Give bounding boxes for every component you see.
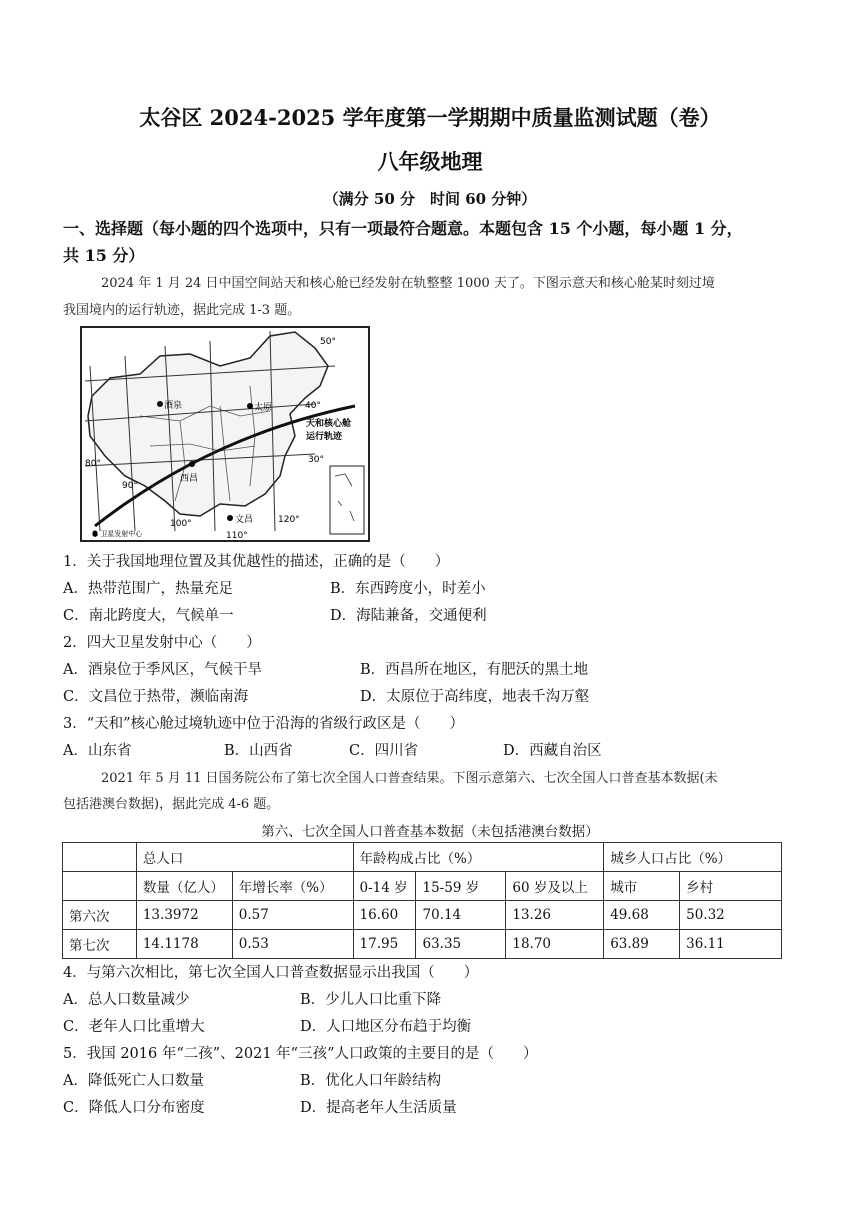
center-taiyuan-dot: [247, 403, 253, 409]
center-jiuquan-label: 酒泉: [164, 401, 183, 411]
q5-stem: 5．我国 2016 年“二孩”、2021 年“三孩”人口政策的主要目的是（ ）: [63, 1046, 538, 1062]
table-caption: 第六、七次全国人口普查基本数据（未包括港澳台数据）: [261, 824, 599, 840]
q1-stem: 1．关于我国地理位置及其优越性的描述，正确的是（ ）: [63, 554, 450, 570]
q4-option-a[interactable]: A．总人口数量减少: [63, 992, 190, 1008]
map-label-110: 110°: [226, 531, 248, 541]
table-header-row-2: [63, 872, 782, 901]
subheader-age-15-59: 15-59 岁: [416, 872, 506, 901]
table-cell: 63.89: [604, 930, 680, 959]
orbit-label-1: 天和核心舱: [306, 419, 352, 429]
subheader-urban: 城市: [604, 872, 680, 901]
q2-option-b[interactable]: B．西昌所在地区，有肥沃的黑土地: [360, 662, 589, 678]
table-cell: 第六次: [63, 901, 137, 930]
table-cell: 17.95: [353, 930, 416, 959]
center-wenchang-dot: [227, 515, 233, 521]
exam-title: 太谷区 2024-2025 学年度第一学期期中质量监测试题（卷）: [139, 105, 721, 130]
map-label-120: 120°: [278, 515, 300, 525]
exam-subject: 八年级地理: [377, 149, 483, 174]
census-table: [62, 842, 782, 959]
subheader-quantity: 数量（亿人）: [136, 872, 232, 901]
q4-option-c[interactable]: C．老年人口比重增大: [63, 1019, 205, 1035]
table-cell: 16.60: [353, 901, 416, 930]
map-label-90: 90°: [122, 481, 138, 491]
q3-option-c[interactable]: C．四川省: [349, 743, 419, 759]
q4-option-b[interactable]: B．少儿人口比重下降: [300, 992, 442, 1008]
table-cell: 49.68: [604, 901, 680, 930]
q1-option-a[interactable]: A．热带范围广，热量充足: [63, 581, 233, 597]
table-cell: 13.3972: [136, 901, 232, 930]
map-legend: ● 卫星发射中心: [92, 530, 143, 538]
q2-option-c[interactable]: C．文昌位于热带，濒临南海: [63, 689, 249, 705]
table-cell: 第七次: [63, 930, 137, 959]
center-jiuquan-dot: [157, 401, 163, 407]
q1-option-d[interactable]: D．海陆兼备，交通便利: [330, 608, 487, 624]
q4-option-d[interactable]: D．人口地区分布趋于均衡: [300, 1019, 472, 1035]
subheader-rural: 乡村: [680, 872, 782, 901]
intro1-line1: 2024 年 1 月 24 日中国空间站天和核心舱已经发射在轨整整 1000 天了。下图示意天和核心舱某时刻过境: [101, 276, 715, 291]
map-label-50: 50°: [320, 337, 336, 347]
table-cell: 13.26: [506, 901, 604, 930]
table-cell: 14.1178: [136, 930, 232, 959]
q3-option-b[interactable]: B．山西省: [224, 743, 293, 759]
center-xichang-label: 西昌: [180, 474, 199, 484]
q3-stem: 3．“天和”核心舱过境轨迹中位于沿海的省级行政区是（ ）: [63, 716, 465, 732]
table-cell: 0.57: [232, 901, 353, 930]
q1-option-b[interactable]: B．东西跨度小，时差小: [330, 581, 486, 597]
subheader-age-60-plus: 60 岁及以上: [506, 872, 604, 901]
q5-option-c[interactable]: C．降低人口分布密度: [63, 1100, 205, 1116]
intro2-line1: 2021 年 5 月 11 日国务院公布了第七次全国人口普查结果。下图示意第六、七次全国人口普查基本数据(未: [101, 771, 718, 786]
subheader-growth-rate: 年增长率（%）: [232, 872, 353, 901]
header-total-population: 总人口: [136, 843, 353, 872]
table-row: [63, 930, 782, 959]
section-heading-line1: 一、选择题（每小题的四个选项中，只有一项最符合题意。本题包含 15 个小题，每小题 1 分，: [63, 219, 743, 238]
header-urban-rural: 城乡人口占比（%）: [604, 843, 782, 872]
exam-meta: （满分 50 分 时间 60 分钟）: [323, 190, 537, 208]
q2-stem: 2．四大卫星发射中心（ ）: [63, 635, 261, 651]
map-label-40: 40°: [305, 401, 321, 411]
header-age-structure: 年龄构成占比（%）: [353, 843, 604, 872]
q3-option-d[interactable]: D．西藏自治区: [503, 743, 602, 759]
table-cell: 63.35: [416, 930, 506, 959]
map-label-80: 80°: [85, 459, 101, 469]
table-cell: 36.11: [680, 930, 782, 959]
table-row: [63, 901, 782, 930]
q4-stem: 4．与第六次相比，第七次全国人口普查数据显示出我国（ ）: [63, 965, 479, 981]
subheader-age-0-14: 0-14 岁: [353, 872, 416, 901]
intro2-line2: 包括港澳台数据)，据此完成 4-6 题。: [63, 797, 280, 812]
table-header-row-1: [63, 843, 782, 872]
center-wenchang-label: 文昌: [235, 515, 254, 525]
intro1-line2: 我国境内的运行轨迹，据此完成 1-3 题。: [63, 303, 301, 318]
table-cell: 70.14: [416, 901, 506, 930]
center-xichang-dot: [189, 461, 195, 467]
q2-option-a[interactable]: A．酒泉位于季风区，气候干旱: [63, 662, 262, 678]
q5-option-a[interactable]: A．降低死亡人口数量: [63, 1073, 204, 1089]
table-cell: 0.53: [232, 930, 353, 959]
q3-option-a[interactable]: A．山东省: [63, 743, 132, 759]
q2-option-d[interactable]: D．太原位于高纬度，地表千沟万壑: [360, 689, 590, 705]
q5-option-d[interactable]: D．提高老年人生活质量: [300, 1100, 457, 1116]
orbit-label-2: 运行轨迹: [306, 432, 343, 442]
table-cell: 50.32: [680, 901, 782, 930]
map-label-100: 100°: [170, 519, 192, 529]
q5-option-b[interactable]: B．优化人口年龄结构: [300, 1073, 442, 1089]
q1-option-c[interactable]: C．南北跨度大，气候单一: [63, 608, 234, 624]
center-taiyuan-label: 太原: [254, 403, 273, 413]
section-heading-line2: 共 15 分）: [63, 246, 145, 265]
table-cell: 18.70: [506, 930, 604, 959]
map-label-30: 30°: [308, 455, 324, 465]
orbit-map: [80, 326, 370, 542]
